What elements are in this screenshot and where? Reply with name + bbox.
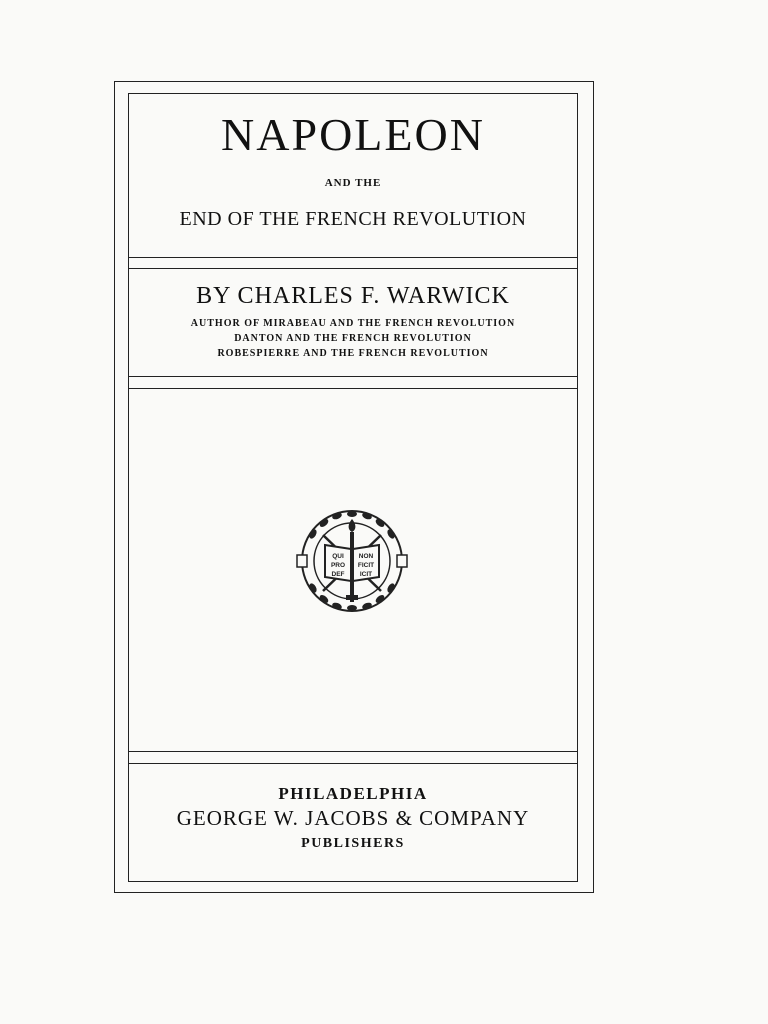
- seal-motto-text: FICIT: [357, 562, 375, 569]
- publisher-label: PUBLISHERS: [301, 836, 405, 851]
- seal-motto-text: DEF: [331, 571, 345, 578]
- other-work-line: AUTHOR OF MIRABEAU AND THE FRENCH REVOLUTION: [190, 318, 516, 329]
- rule-divider: [128, 751, 578, 752]
- seal-motto-text: QUI: [332, 553, 344, 560]
- seal-motto-text: ICIT: [359, 571, 373, 578]
- imprint-city: PHILADELPHIA: [278, 784, 428, 803]
- seal-motto-text: PRO: [330, 562, 346, 569]
- title-connector: AND THE: [324, 177, 382, 189]
- rule-divider: [128, 763, 578, 764]
- publisher-seal-icon: [293, 505, 411, 617]
- author-byline: BY CHARLES F. WARWICK: [196, 283, 510, 309]
- book-subtitle: END OF THE FRENCH REVOLUTION: [179, 208, 527, 230]
- other-work-line: DANTON AND THE FRENCH REVOLUTION: [234, 333, 472, 344]
- other-work-line: ROBESPIERRE AND THE FRENCH REVOLUTION: [217, 348, 489, 359]
- rule-divider: [128, 388, 578, 389]
- rule-divider: [128, 268, 578, 269]
- author-other-works: [128, 316, 578, 361]
- rule-divider: [128, 376, 578, 377]
- book-title: NAPOLEON: [221, 109, 485, 160]
- publisher-name: GEORGE W. JACOBS & COMPANY: [176, 806, 530, 830]
- seal-motto-text: NON: [358, 553, 374, 560]
- rule-divider: [128, 257, 578, 258]
